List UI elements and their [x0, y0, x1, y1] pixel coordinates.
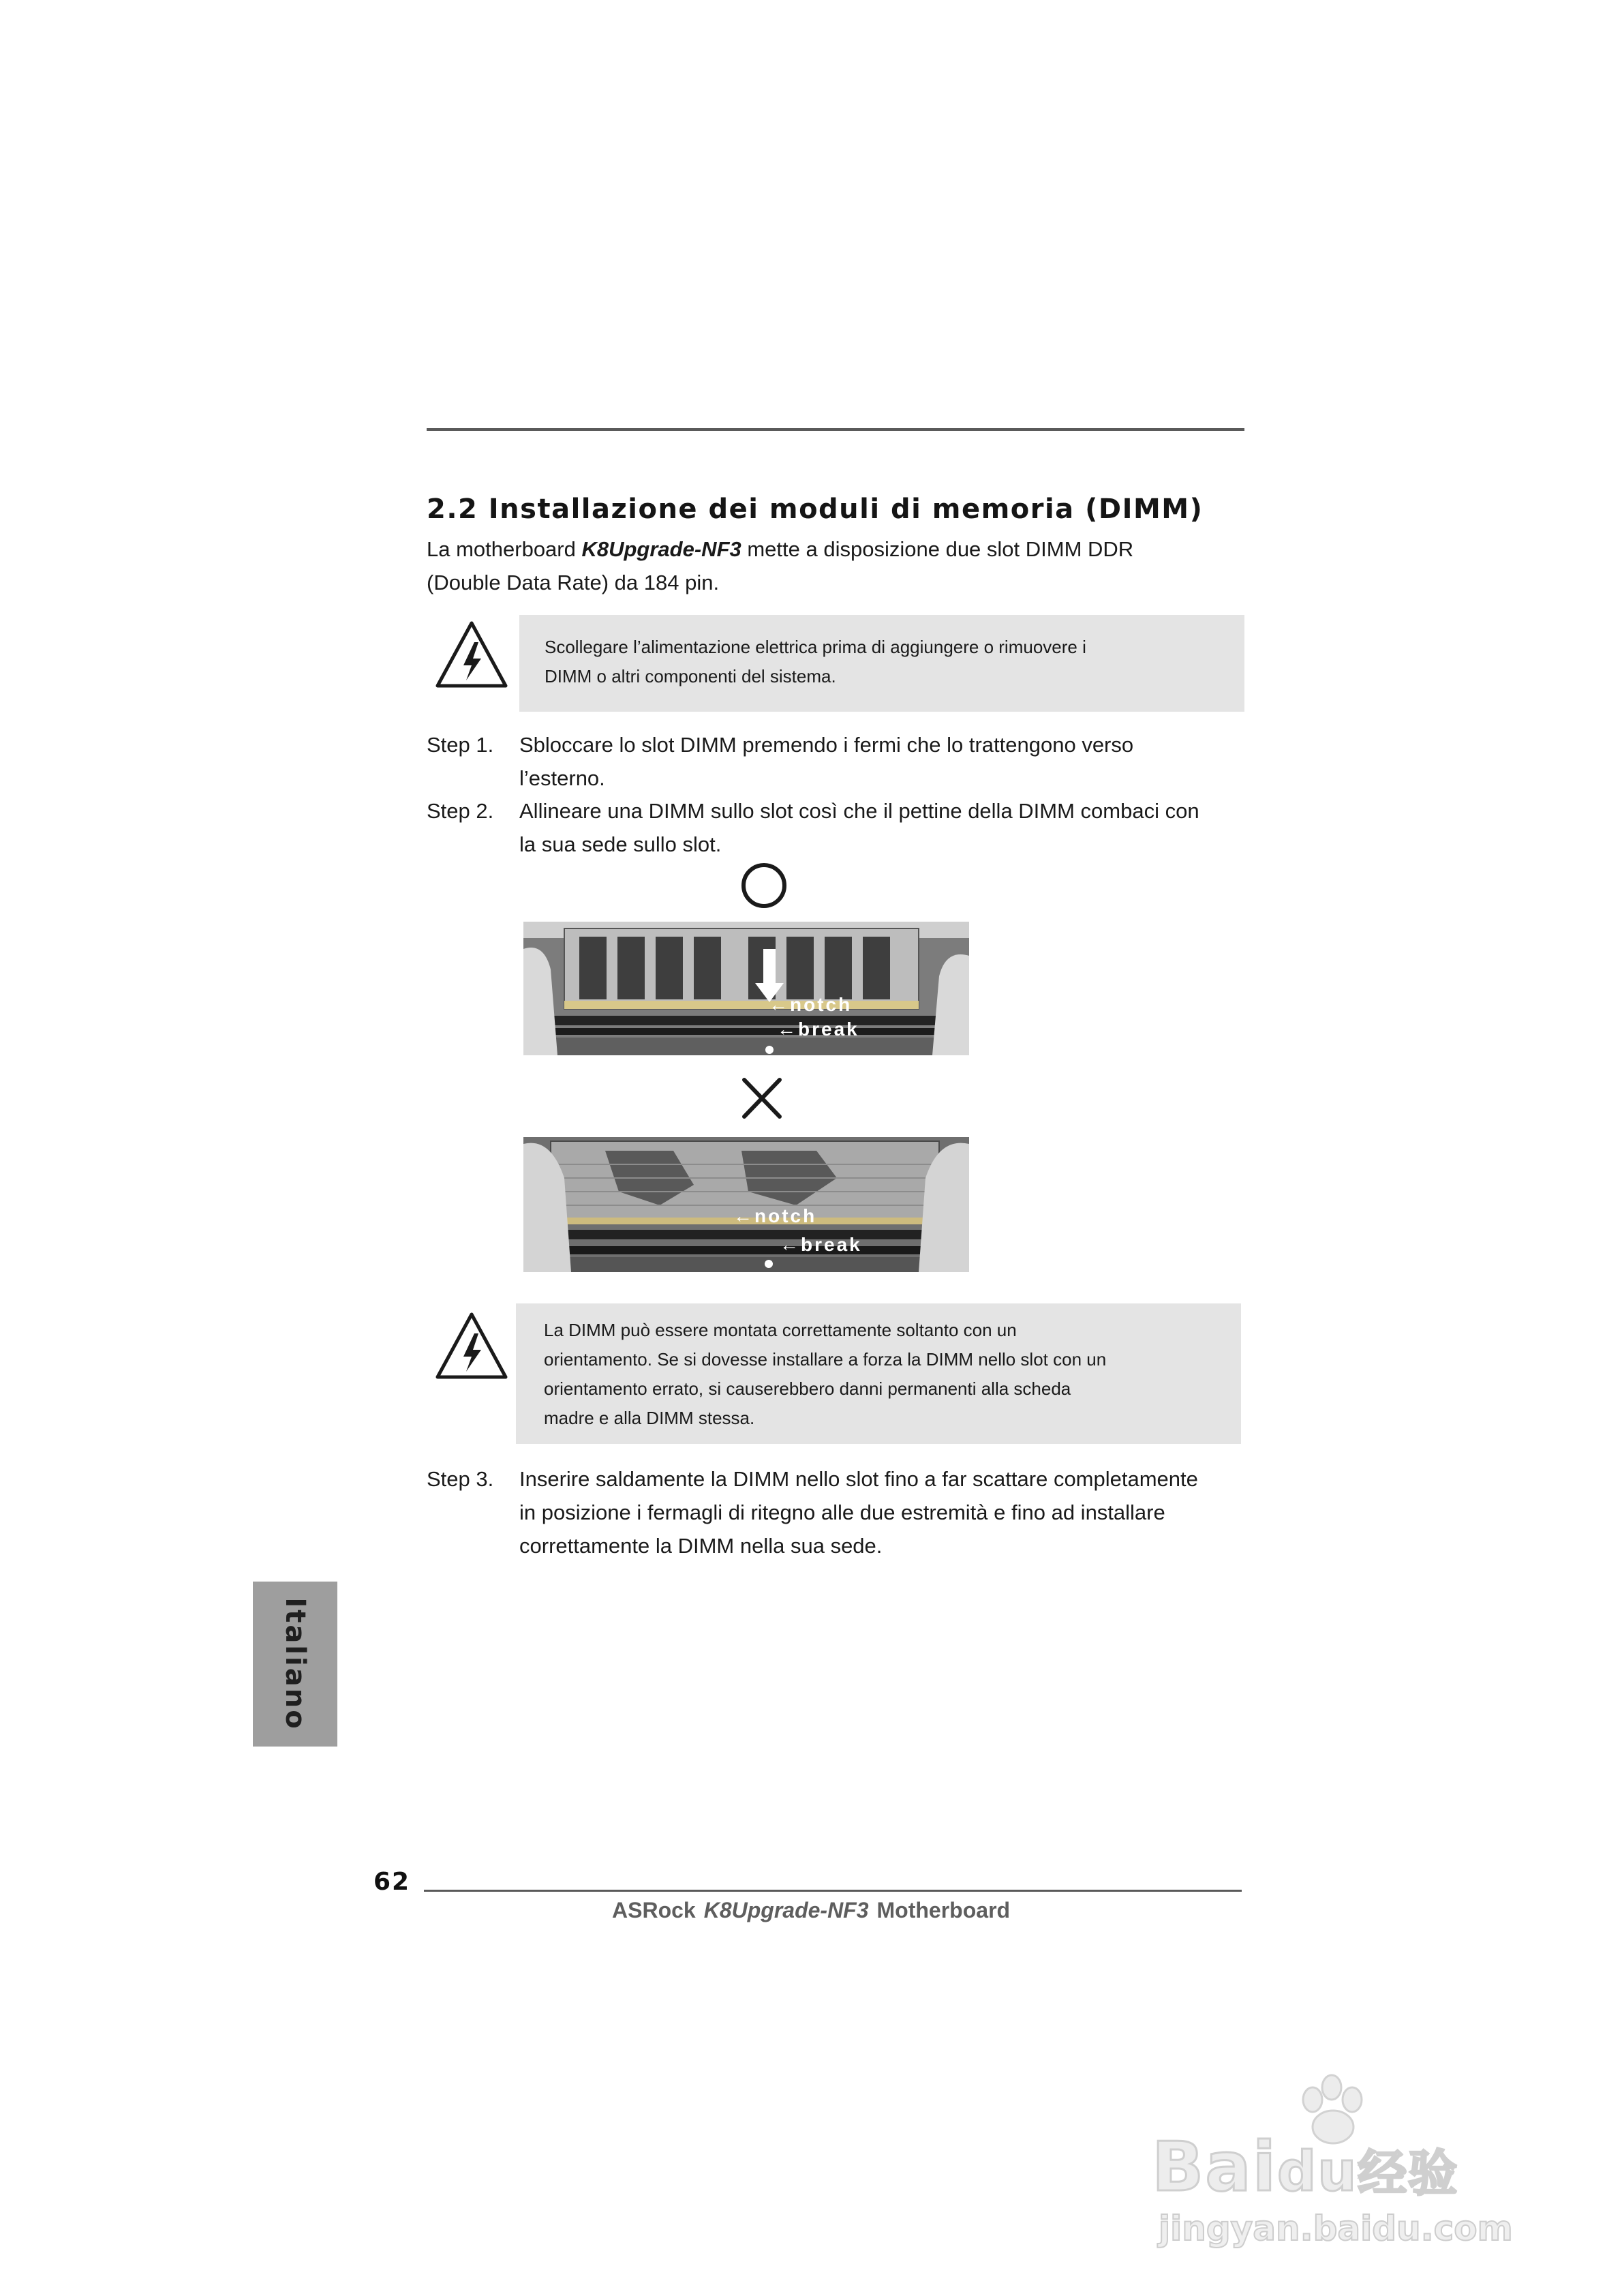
step-3-line2: in posizione i fermagli di ritegno alle due estremità e fino ad installare [519, 1500, 1165, 1524]
warning-box-2 [516, 1303, 1241, 1444]
step-2-label: Step 2. [427, 799, 494, 823]
step-3-line3: correttamente la DIMM nella sua sede. [519, 1534, 883, 1558]
watermark-text-2: du [1276, 2140, 1358, 2203]
step-2-line2: la sua sede sullo slot. [519, 832, 722, 856]
dimm-wrong-photo [523, 1137, 969, 1272]
footer-text [612, 1898, 1010, 1923]
footer-suffix: Motherboard [876, 1898, 1011, 1922]
step-1-label: Step 1. [427, 733, 494, 757]
warning-2-text [544, 1316, 1106, 1433]
arrow-left-icon: ← [777, 1018, 798, 1040]
watermark-text-1: Bai [1152, 2127, 1277, 2207]
intro-prefix: La motherboard [427, 537, 582, 561]
notch-label-2 [733, 1205, 816, 1227]
warning-lightning-icon [433, 619, 510, 691]
arrow-left-icon: ← [769, 994, 790, 1015]
intro-suffix: mette a disposizione due slot DIMM DDR [741, 537, 1134, 561]
arrow-left-icon: ← [733, 1205, 754, 1226]
x-icon [740, 1076, 784, 1121]
step-3-line1: Inserire saldamente la DIMM nello slot fino a far scattare completamente [519, 1467, 1198, 1491]
notch-label-1 [769, 994, 852, 1016]
step-1-text [519, 728, 1133, 795]
intro-paragraph [427, 532, 1133, 599]
step-1-line2: l’esterno. [519, 766, 605, 790]
notch-label-1-text: notch [790, 994, 853, 1015]
watermark-url: jingyan.baidu.com [1159, 2209, 1513, 2248]
step-3-label: Step 3. [427, 1467, 494, 1491]
step-2-text [519, 794, 1199, 861]
warning-2-line3: orientamento errato, si causerebbero danni permanenti alla scheda [544, 1378, 1071, 1399]
warning-1-text [545, 633, 1086, 691]
warning-2-line1: La DIMM può essere montata correttamente soltanto con un [544, 1320, 1017, 1340]
notch-label-2-text: notch [754, 1205, 817, 1226]
break-label-1-text: break [798, 1018, 859, 1040]
arrow-left-icon: ← [780, 1234, 801, 1255]
watermark-logo [1152, 2127, 1458, 2207]
baidu-watermark [1152, 2072, 1533, 2256]
dimm-correct-photo [523, 922, 969, 1055]
break-label-2 [780, 1234, 862, 1256]
header-rule [427, 428, 1244, 431]
language-side-tab-label: Italiano [279, 1597, 311, 1731]
warning-2-line2: orientamento. Se si dovesse installare a forza la DIMM nello slot con un [544, 1349, 1107, 1370]
warning-1-line1: Scollegare l’alimentazione elettrica prima di aggiungere o rimuovere i [545, 637, 1086, 657]
warning-1-line2: DIMM o altri componenti del sistema. [545, 666, 836, 686]
step-2-line1: Allineare una DIMM sullo slot così che il pettine della DIMM combaci con [519, 799, 1199, 823]
footer-brand: ASRock [612, 1898, 696, 1922]
section-title: 2.2 Installazione dei moduli di memoria (DIMM) [427, 494, 1204, 525]
intro-model: K8Upgrade-NF3 [581, 537, 741, 561]
intro-line2: (Double Data Rate) da 184 pin. [427, 571, 720, 594]
warning-box-1 [519, 615, 1244, 712]
step-1-line1: Sbloccare lo slot DIMM premendo i fermi che lo trattengono verso [519, 733, 1134, 757]
warning-2-line4: madre e alla DIMM stessa. [544, 1408, 755, 1428]
watermark-text-3: 经验 [1358, 2145, 1459, 2202]
break-label-2-text: break [801, 1234, 862, 1255]
step-3-text [519, 1462, 1198, 1562]
footer-rule [424, 1890, 1242, 1892]
circle-icon [739, 860, 789, 911]
warning-lightning-icon [433, 1310, 510, 1383]
footer-model: K8Upgrade-NF3 [703, 1898, 869, 1922]
page-number: 62 [373, 1868, 411, 1896]
break-label-1 [777, 1018, 859, 1040]
language-side-tab [253, 1582, 337, 1747]
